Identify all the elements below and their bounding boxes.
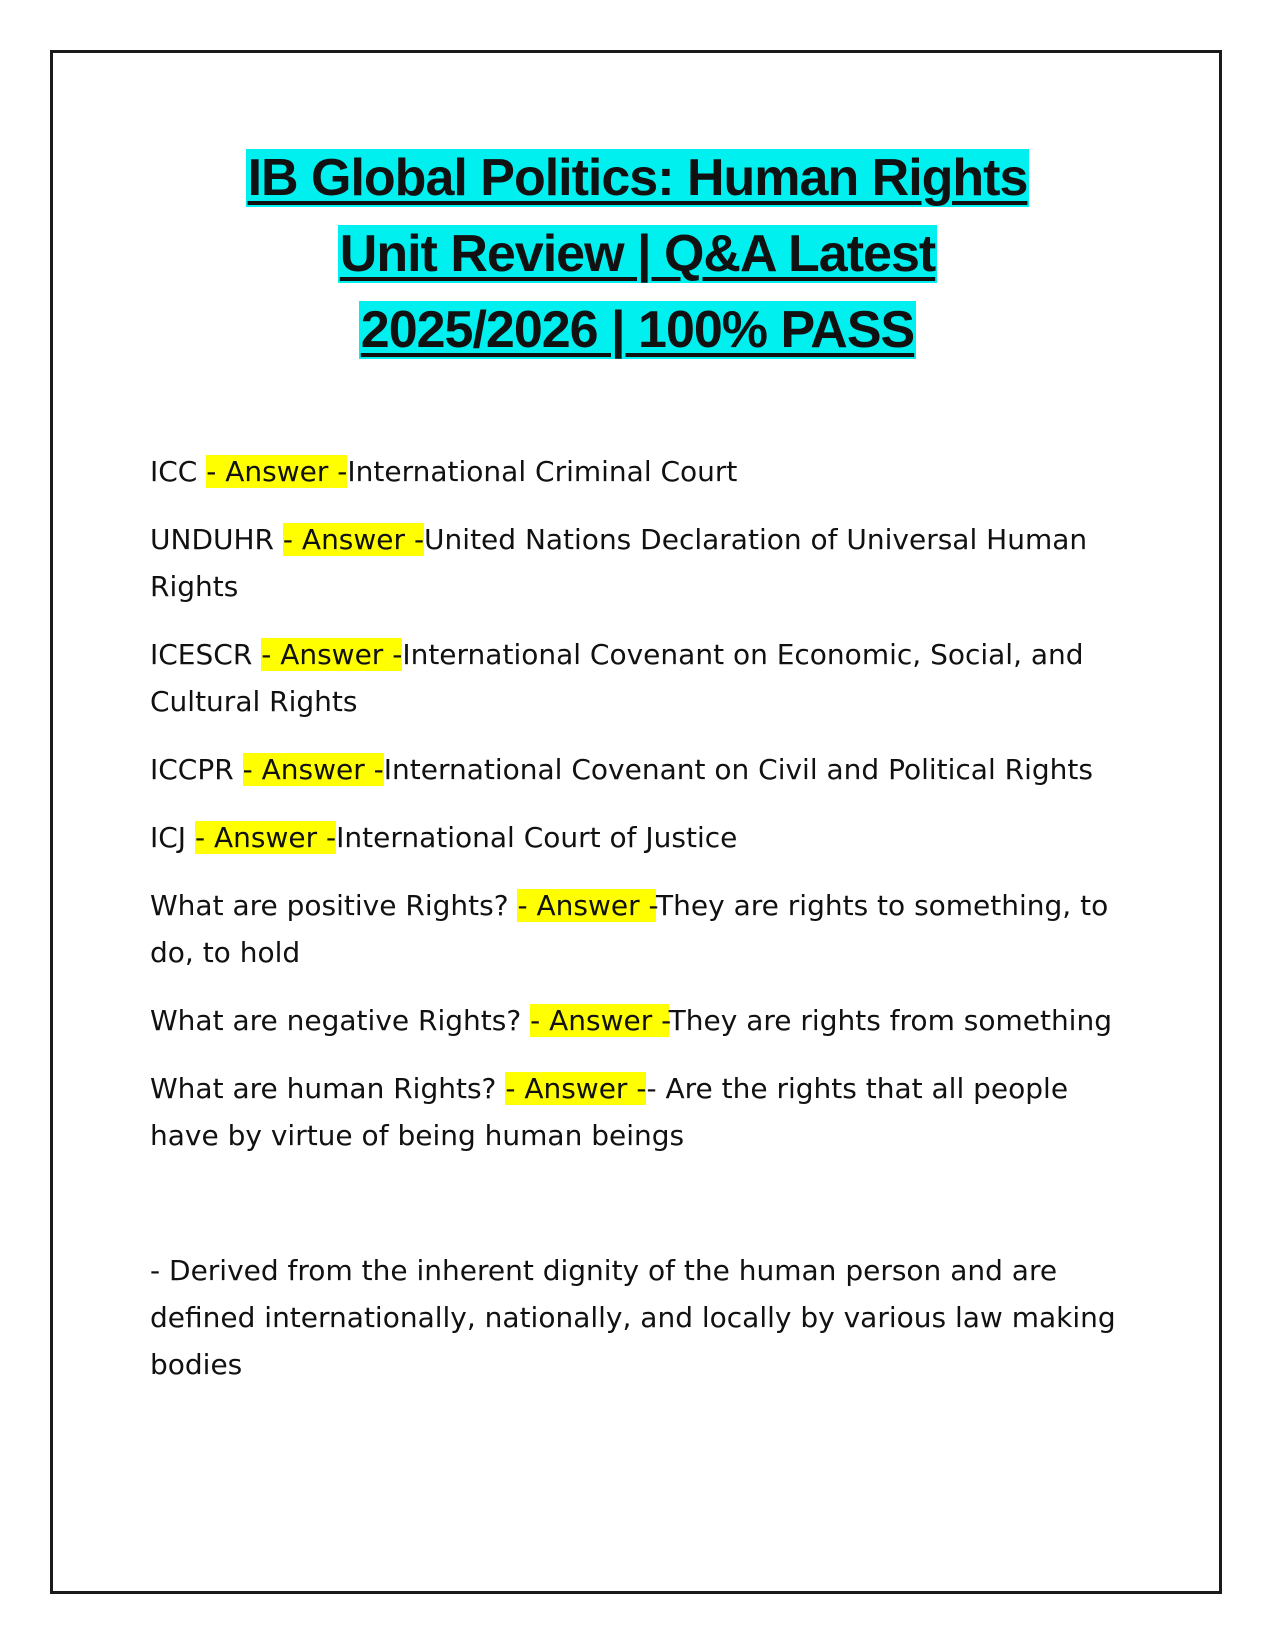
answer-continuation-paragraph: - Derived from the inherent dignity of the human person and are defined internationally, nationally, and locally by various law making bodies xyxy=(150,1254,1116,1381)
question-text: ICJ xyxy=(150,821,195,854)
document-title xyxy=(0,140,1275,368)
qa-item xyxy=(150,1065,1140,1159)
answer-text: International Court of Justice xyxy=(336,821,738,854)
qa-item xyxy=(150,516,1140,610)
answer-marker: - Answer - xyxy=(194,821,337,854)
question-text: ICCPR xyxy=(150,753,243,786)
qa-item xyxy=(150,997,1140,1044)
title-line-2: Unit Review | Q&A Latest xyxy=(339,225,936,283)
answer-marker: - Answer - xyxy=(517,889,657,922)
question-text: What are negative Rights? xyxy=(150,1004,531,1037)
answer-marker: - Answer - xyxy=(530,1004,669,1037)
question-text: ICESCR xyxy=(150,638,262,671)
answer-text: They are rights from something xyxy=(668,1004,1112,1037)
answer-marker: - Answer - xyxy=(505,1072,647,1105)
title-line-1: IB Global Politics: Human Rights xyxy=(247,149,1028,207)
answer-text: International Covenant on Economic, Social, and Cultural Rights xyxy=(150,638,1084,718)
title-line-3: 2025/2026 | 100% PASS xyxy=(360,301,915,359)
qa-item xyxy=(150,631,1140,725)
answer-text: They are rights to something, to do, to hold xyxy=(150,889,1109,969)
answer-text: United Nations Declaration of Universal Human Rights xyxy=(150,523,1088,603)
answer-marker: - Answer - xyxy=(261,638,403,671)
question-text: What are human Rights? xyxy=(150,1072,506,1105)
answer-text: International Covenant on Civil and Political Rights xyxy=(383,753,1093,786)
answer-marker: - Answer - xyxy=(282,523,425,556)
question-text: UNDUHR xyxy=(150,523,283,556)
qa-item xyxy=(150,814,1140,861)
qa-item xyxy=(150,448,1140,495)
qa-item xyxy=(150,882,1140,976)
question-text: ICC xyxy=(150,455,207,488)
answer-text: - Are the rights that all people have by virtue of being human beings xyxy=(150,1072,1069,1152)
answer-text: International Criminal Court xyxy=(347,455,738,488)
answer-marker: - Answer - xyxy=(242,753,384,786)
question-text: What are positive Rights? xyxy=(150,889,518,922)
qa-list xyxy=(150,448,1140,1409)
answer-marker: - Answer - xyxy=(206,455,348,488)
qa-item xyxy=(150,746,1140,793)
